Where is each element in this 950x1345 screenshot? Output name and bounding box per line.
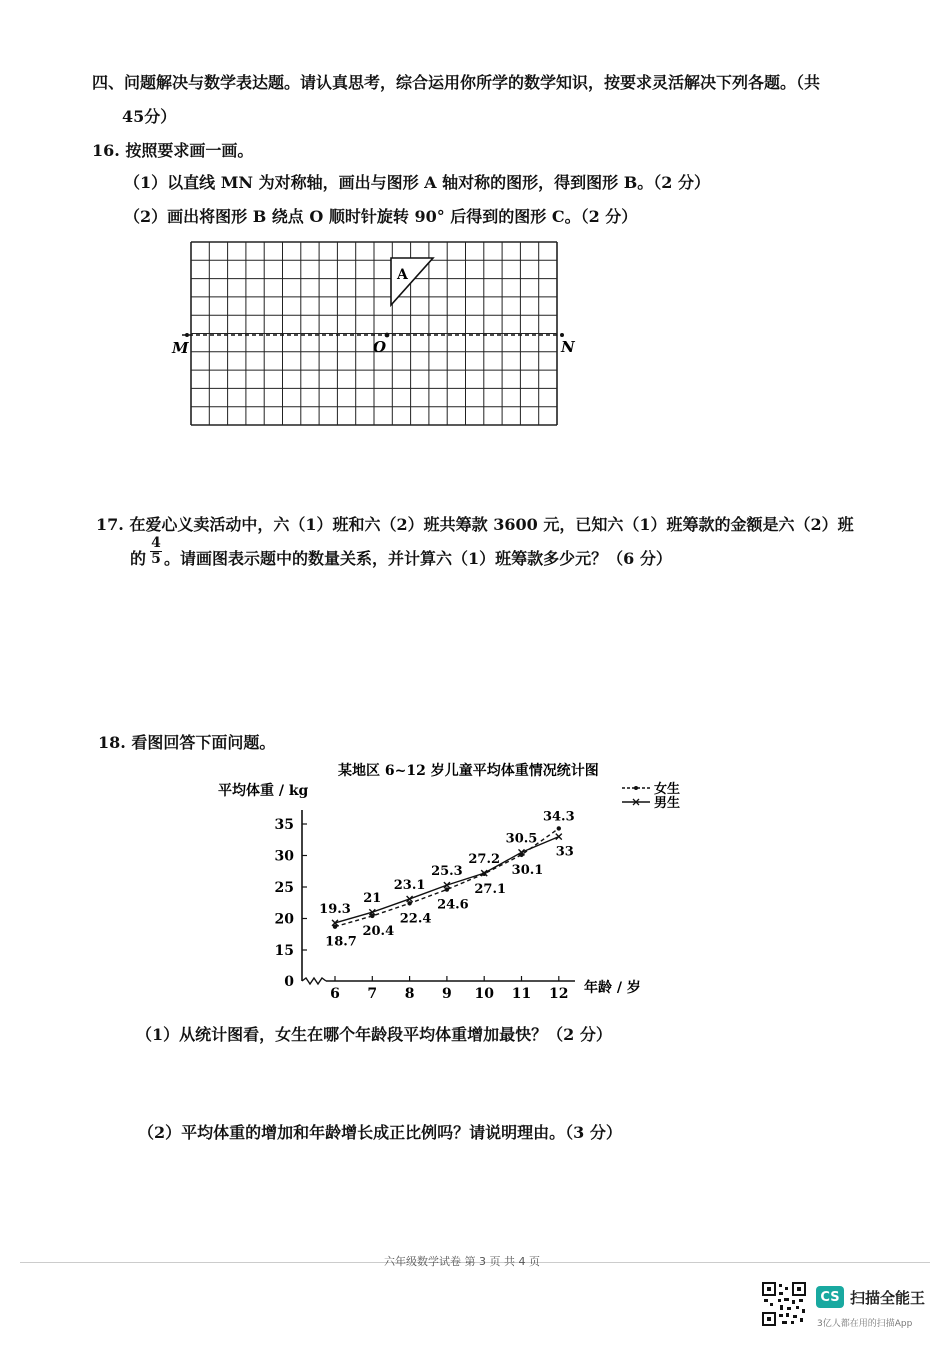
fraction-denominator: 5 [151, 551, 161, 567]
point-n [560, 333, 564, 337]
label-n: N [561, 338, 575, 356]
chart-series [319, 809, 574, 949]
boys-data-label: 25.3 [431, 864, 463, 880]
boys-data-label: 21 [363, 891, 382, 907]
girls-data-label: 18.7 [325, 934, 357, 950]
girls-data-label: 27.1 [474, 881, 507, 897]
boys-point [556, 834, 562, 840]
chart-title: 某地区 6~12 岁儿童平均体重情况统计图 [338, 763, 599, 779]
x-tick-label: 9 [442, 986, 452, 1002]
q16-part1: （1）以直线 MN 为对称轴，画出与图形 A 轴对称的图形，得到图形 B。（2 分） [124, 173, 710, 192]
x-tick-label: 10 [474, 986, 494, 1002]
scanner-tagline: 3亿人都在用的扫描App [817, 1319, 913, 1329]
boys-data-label: 33 [555, 844, 574, 860]
girls-data-label: 20.4 [362, 923, 395, 939]
y-tick-label: 15 [274, 943, 294, 959]
q17-line1: 17. 在爱心义卖活动中，六（1）班和六（2）班共筹款 3600 元，已知六（1）班筹款的金额是六（2）班 [96, 515, 854, 534]
girls-point [407, 901, 411, 905]
girls-data-label: 24.6 [437, 897, 469, 913]
x-tick-label: 7 [367, 986, 378, 1002]
q16-part2: （2）画出将图形 B 绕点 O 顺时针旋转 90° 后得到的图形 C。（2 分） [124, 207, 638, 226]
y-tick-label: 0 [284, 974, 294, 990]
chart-legend [622, 781, 680, 811]
scanner-brand-name: 扫描全能王 [850, 1288, 926, 1307]
q17-line2-prefix: 的 [130, 549, 147, 568]
girls-data-label: 34.3 [542, 809, 575, 825]
girls-point [445, 887, 449, 891]
chart-xlabel: 年龄 / 岁 [584, 980, 641, 996]
y-tick-label: 25 [274, 880, 294, 896]
q18-title: 18. 看图回答下面问题。 [98, 733, 276, 752]
x-ticks [330, 976, 568, 1002]
legend-girls-marker [634, 786, 638, 790]
fraction-numerator: 4 [151, 535, 161, 551]
boys-data-label: 19.3 [319, 901, 351, 917]
q16-title: 16. 按照要求画一画。 [92, 141, 254, 160]
page-footer: 六年级数学试卷 第 3 页 共 4 页 [384, 1255, 540, 1268]
qr-code-icon [762, 1282, 806, 1326]
x-tick-label: 12 [549, 986, 569, 1002]
shape-a-label: A [397, 267, 408, 283]
point-o [385, 333, 390, 338]
weight-line-chart [200, 758, 700, 1008]
boys-point [407, 896, 413, 902]
boys-data-label: 27.2 [468, 852, 501, 868]
x-tick-label: 6 [330, 986, 340, 1002]
y-tick-label: 20 [274, 911, 294, 928]
x-tick-label: 8 [404, 986, 415, 1002]
q18-part2: （2）平均体重的增加和年龄增长成正比例吗？请说明理由。（3 分） [138, 1123, 622, 1142]
boys-data-label: 30.5 [505, 831, 538, 847]
q17-line2-suffix: 。请画图表示题中的数量关系，并计算六（1）班筹款多少元？（6 分） [164, 549, 672, 568]
girls-data-label: 30.1 [511, 862, 544, 878]
q16-grid-figure [172, 236, 580, 436]
point-m [185, 333, 189, 337]
girls-data-label: 22.4 [399, 911, 432, 927]
label-m: M [172, 339, 189, 357]
y-tick-label: 30 [274, 848, 294, 865]
q18-part1: （1）从统计图看，女生在哪个年龄段平均体重增加最快？（2 分） [136, 1025, 612, 1044]
legend-girls-label: 女生 [654, 782, 681, 797]
scanner-logo-icon: CS [816, 1286, 844, 1308]
chart-ylabel: 平均体重 / kg [218, 783, 309, 799]
square-grid [191, 242, 557, 425]
axis-break [302, 978, 326, 984]
scanner-brand [816, 1286, 925, 1308]
boys-data-label: 23.1 [393, 877, 426, 893]
section-heading-cont: 45分） [122, 107, 177, 126]
q17-fraction [150, 536, 162, 567]
girls-point [557, 826, 561, 830]
legend-boys-label: 男生 [654, 796, 681, 811]
y-tick-label: 35 [274, 817, 294, 833]
x-tick-label: 11 [511, 986, 532, 1002]
label-o: O [373, 338, 387, 356]
section-heading: 四、问题解决与数学表达题。请认真思考，综合运用你所学的数学知识，按要求灵活解决下列各题。（共 [92, 73, 821, 92]
